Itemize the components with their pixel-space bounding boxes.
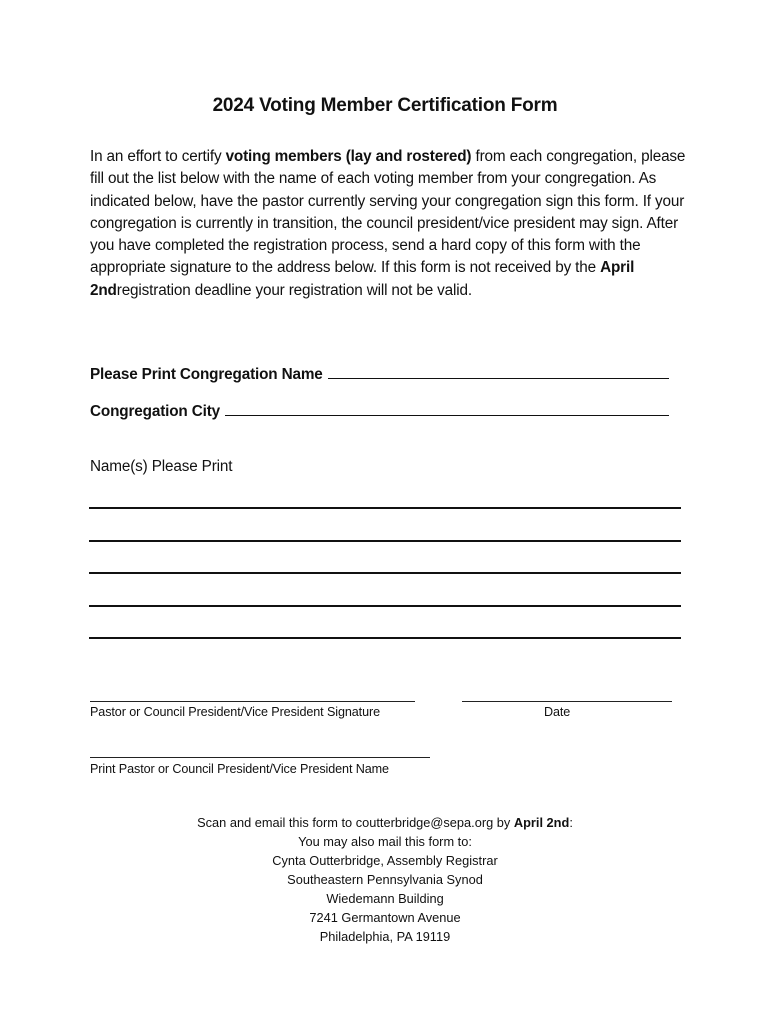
print-name-line[interactable] [90,757,430,758]
form-title: 2024 Voting Member Certification Form [212,95,558,116]
intro-text-2: from each congregation, please fill out the list below with the name of each voting member from your congregation. As indicated below, have the pastor currently serving your congregation sign this form. If your congregation is currently in transition, the council president/vice president may sign. After you have completed the registration process, send a hard copy of this form with the appropriate signature to the address below. If this form is not received by the [90,148,686,277]
footer-mail-line: You may also mail this form to: [298,834,472,849]
names-label: Name(s) Please Print [90,458,233,475]
footer-registrar: Cynta Outterbridge, Assembly Registrar [272,853,498,868]
congregation-name-field [90,364,669,384]
signature-label: Pastor or Council President/Vice President Signature [90,705,380,719]
mailing-instructions [0,813,770,946]
congregation-name-input[interactable] [328,364,669,379]
footer-email-text: Scan and email this form to coutterbridge@sepa.org by [197,815,514,830]
date-label: Date [544,705,571,719]
name-line-5[interactable] [89,637,681,639]
congregation-name-label: Please Print Congregation Name [90,366,323,383]
intro-bold-deadline: April 2nd [90,259,635,299]
footer-deadline: April 2nd [513,815,570,830]
footer-street: 7241 Germantown Avenue [309,910,461,925]
intro-bold-voting-members: voting members (lay and rostered) [225,148,472,165]
name-line-4[interactable] [89,605,681,607]
footer-city: Philadelphia, PA 19119 [319,929,451,944]
congregation-city-input[interactable] [225,401,669,416]
intro-text-1: In an effort to certify [90,148,226,165]
name-line-3[interactable] [89,572,681,574]
name-line-2[interactable] [89,540,681,542]
signature-line[interactable] [90,701,415,702]
footer-building: Wiedemann Building [326,891,444,906]
footer-synod: Southeastern Pennsylvania Synod [287,872,483,887]
congregation-city-label: Congregation City [90,403,221,420]
footer-colon: : [569,815,573,830]
intro-text-3: registration deadline your registration will not be valid. [116,281,472,299]
congregation-city-field [90,401,669,421]
name-line-1[interactable] [89,507,681,509]
intro-paragraph [90,146,690,302]
footer-email-line [0,813,770,832]
print-name-label: Print Pastor or Council President/Vice President Name [90,762,389,776]
date-line[interactable] [462,701,672,702]
